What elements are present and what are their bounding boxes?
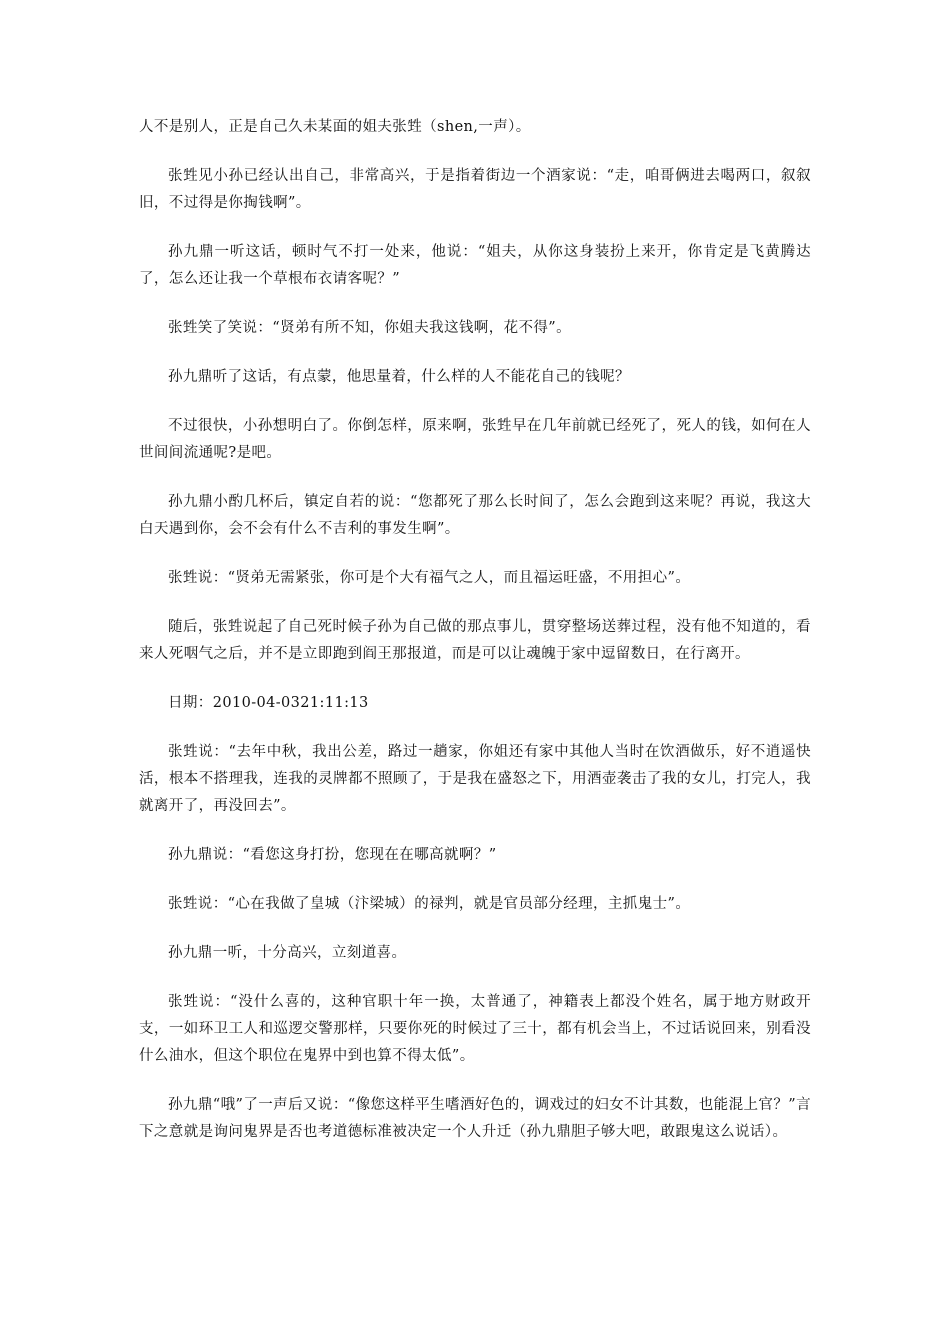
paragraph-13: 张甡说：“心在我做了皇城（汴梁城）的禄判，就是官员部分经理，主抓鬼士”。 xyxy=(168,896,691,912)
paragraph-9: 随后，张甡说起了自己死时候子孙为自己做的那点事儿，贯穿整场送葬过程，没有他不知道的，看来人死咽气之后，并不是立即跑到阎王那报道，而是可以让魂魄于家中逗留数日，在行离开。 xyxy=(139,619,811,662)
paragraph-7: 孙九鼎小酌几杯后，镇定自若的说：“您都死了那么长时间了，怎么会跑到这来呢？再说，我这大白天遇到你，会不会有什么不吉利的事发生啊”。 xyxy=(139,494,811,537)
paragraph-16: 孙九鼎“哦”了一声后又说：“像您这样平生嗜酒好色的，调戏过的妇女不计其数，也能混上官？”言下之意就是询问鬼界是否也考道德标准被决定一个人升迁（孙九鼎胆子够大吧，敢跟鬼这么说话）。 xyxy=(139,1097,811,1140)
paragraph-6: 不过很快，小孙想明白了。你倒怎样，原来啊，张甡早在几年前就已经死了，死人的钱，如何在人世间间流通呢?是吧。 xyxy=(139,418,811,461)
paragraph-8: 张甡说：“贤弟无需紧张，你可是个大有福气之人，而且福运旺盛，不用担心”。 xyxy=(168,570,691,586)
date-line: 日期：2010-04-0321:11:13 xyxy=(168,695,369,711)
paragraph-4: 张甡笑了笑说：“贤弟有所不知，你姐夫我这钱啊，花不得”。 xyxy=(168,320,572,336)
paragraph-3: 孙九鼎一听这话，顿时气不打一处来，他说：“姐夫，从你这身装扮上来开，你肯定是飞黄腾达了，怎么还让我一个草根布衣请客呢？” xyxy=(139,244,811,287)
paragraph-15: 张甡说：“没什么喜的，这种官职十年一换，太普通了，神籍表上都没个姓名，属于地方财政开支，一如环卫工人和巡逻交警那样，只要你死的时候过了三十，都有机会当上，不过话说回来，别看没什么油水，但这个职位在鬼界中到也算不得太低”。 xyxy=(139,994,811,1064)
paragraph-1: 人不是别人，正是自己久未某面的姐夫张甡（shen,一声）。 xyxy=(139,119,531,135)
paragraph-12: 孙九鼎说：“看您这身打扮，您现在在哪高就啊？” xyxy=(168,847,497,863)
paragraph-5: 孙九鼎听了这话，有点蒙，他思量着，什么样的人不能花自己的钱呢？ xyxy=(168,369,630,385)
paragraph-11: 张甡说：“去年中秋，我出公差，路过一趟家，你姐还有家中其他人当时在饮酒做乐，好不逍遥快活，根本不搭理我，连我的灵牌都不照顾了，于是我在盛怒之下，用酒壶袭击了我的女儿，打完人，我就离开了，再没回去”。 xyxy=(139,744,811,814)
document-body xyxy=(139,114,811,1168)
paragraph-14: 孙九鼎一听，十分高兴，立刻道喜。 xyxy=(168,945,407,961)
paragraph-2: 张甡见小孙已经认出自己，非常高兴，于是指着街边一个酒家说：“走，咱哥俩进去喝两口，叙叙旧，不过得是你掏钱啊”。 xyxy=(139,168,811,211)
